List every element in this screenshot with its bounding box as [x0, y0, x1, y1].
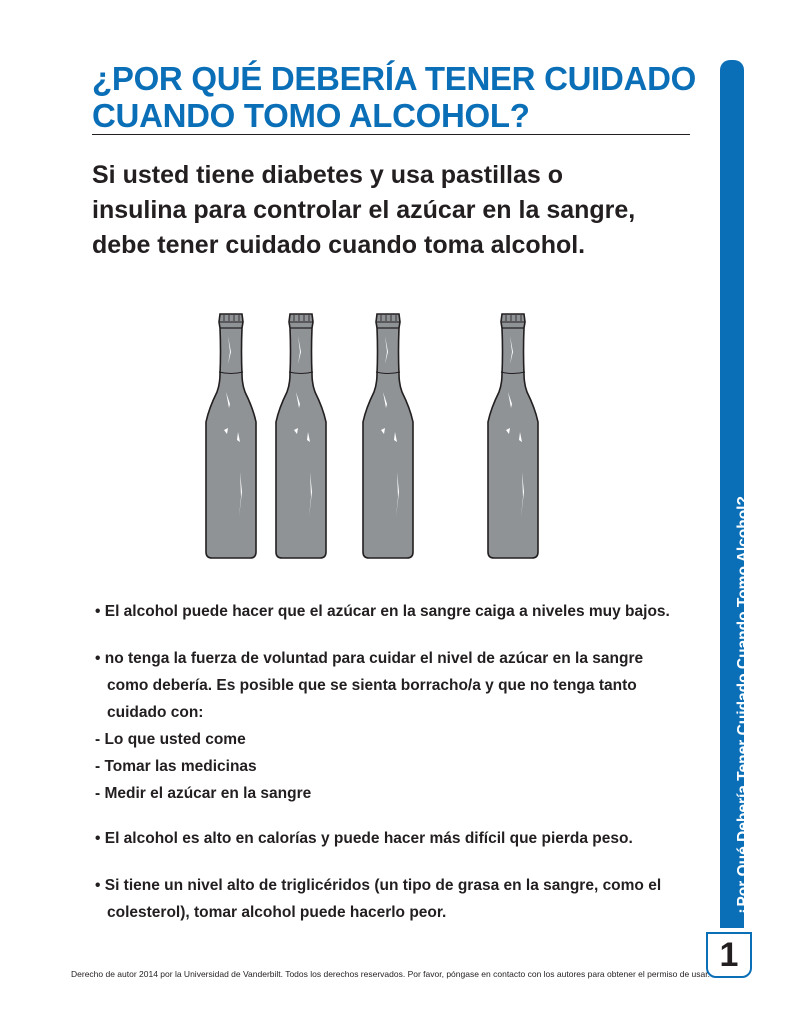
- page-title: [92, 60, 702, 134]
- beer-bottle-icon: [363, 314, 413, 558]
- bullet-item-2-line-3: cuidado con:: [107, 704, 204, 721]
- title-line-2: CUANDO TOMO ALCOHOL?: [92, 97, 530, 134]
- copyright-notice: Derecho de autor 2014 por la Universidad de Vanderbilt. Todos los derechos reservados. Por favor, póngase en contacto con los autores para obtener el permiso de usar.: [71, 969, 710, 979]
- page-number: 1: [706, 932, 752, 978]
- title-divider: [92, 134, 690, 135]
- beer-bottle-icon: [276, 314, 326, 558]
- subtitle: Si usted tiene diabetes y usa pastillas o insulina para controlar el azúcar en la sangre, debe tener cuidado cuando toma alcohol.: [92, 161, 636, 259]
- beer-bottles-illustration: [190, 312, 560, 572]
- bullet-list: [95, 598, 695, 926]
- dash-item-2: - Tomar las medicinas: [95, 758, 257, 775]
- bullet-item-3: • El alcohol es alto en calorías y puede hacer más difícil que pierda peso.: [95, 830, 633, 847]
- footer: [0, 969, 801, 979]
- bullet-item-4-line-2: colesterol), tomar alcohol puede hacerlo peor.: [107, 904, 447, 921]
- bullet-item-2-line-1: • no tenga la fuerza de voluntad para cuidar el nivel de azúcar en la sangre: [95, 650, 644, 667]
- bullet-item-1: • El alcohol puede hacer que el azúcar en la sangre caiga a niveles muy bajos.: [95, 603, 670, 620]
- title-line-1: ¿POR QUÉ DEBERÍA TENER CUIDADO: [92, 60, 696, 97]
- open-beer-bottle-icon: [488, 314, 538, 558]
- bullet-item-4-line-1: • Si tiene un nivel alto de triglicéridos (un tipo de grasa en la sangre, como el: [95, 877, 662, 894]
- beer-bottle-icon: [206, 314, 256, 558]
- dash-item-3: - Medir el azúcar en la sangre: [95, 785, 312, 802]
- side-tab-label: ¿Por Qué Debería Tener Cuidado Cuando Tomo Alcohol?: [735, 496, 752, 916]
- dash-item-1: - Lo que usted come: [95, 731, 246, 748]
- bullet-item-2-line-2: como debería. Es posible que se sienta borracho/a y que no tenga tanto: [107, 677, 637, 694]
